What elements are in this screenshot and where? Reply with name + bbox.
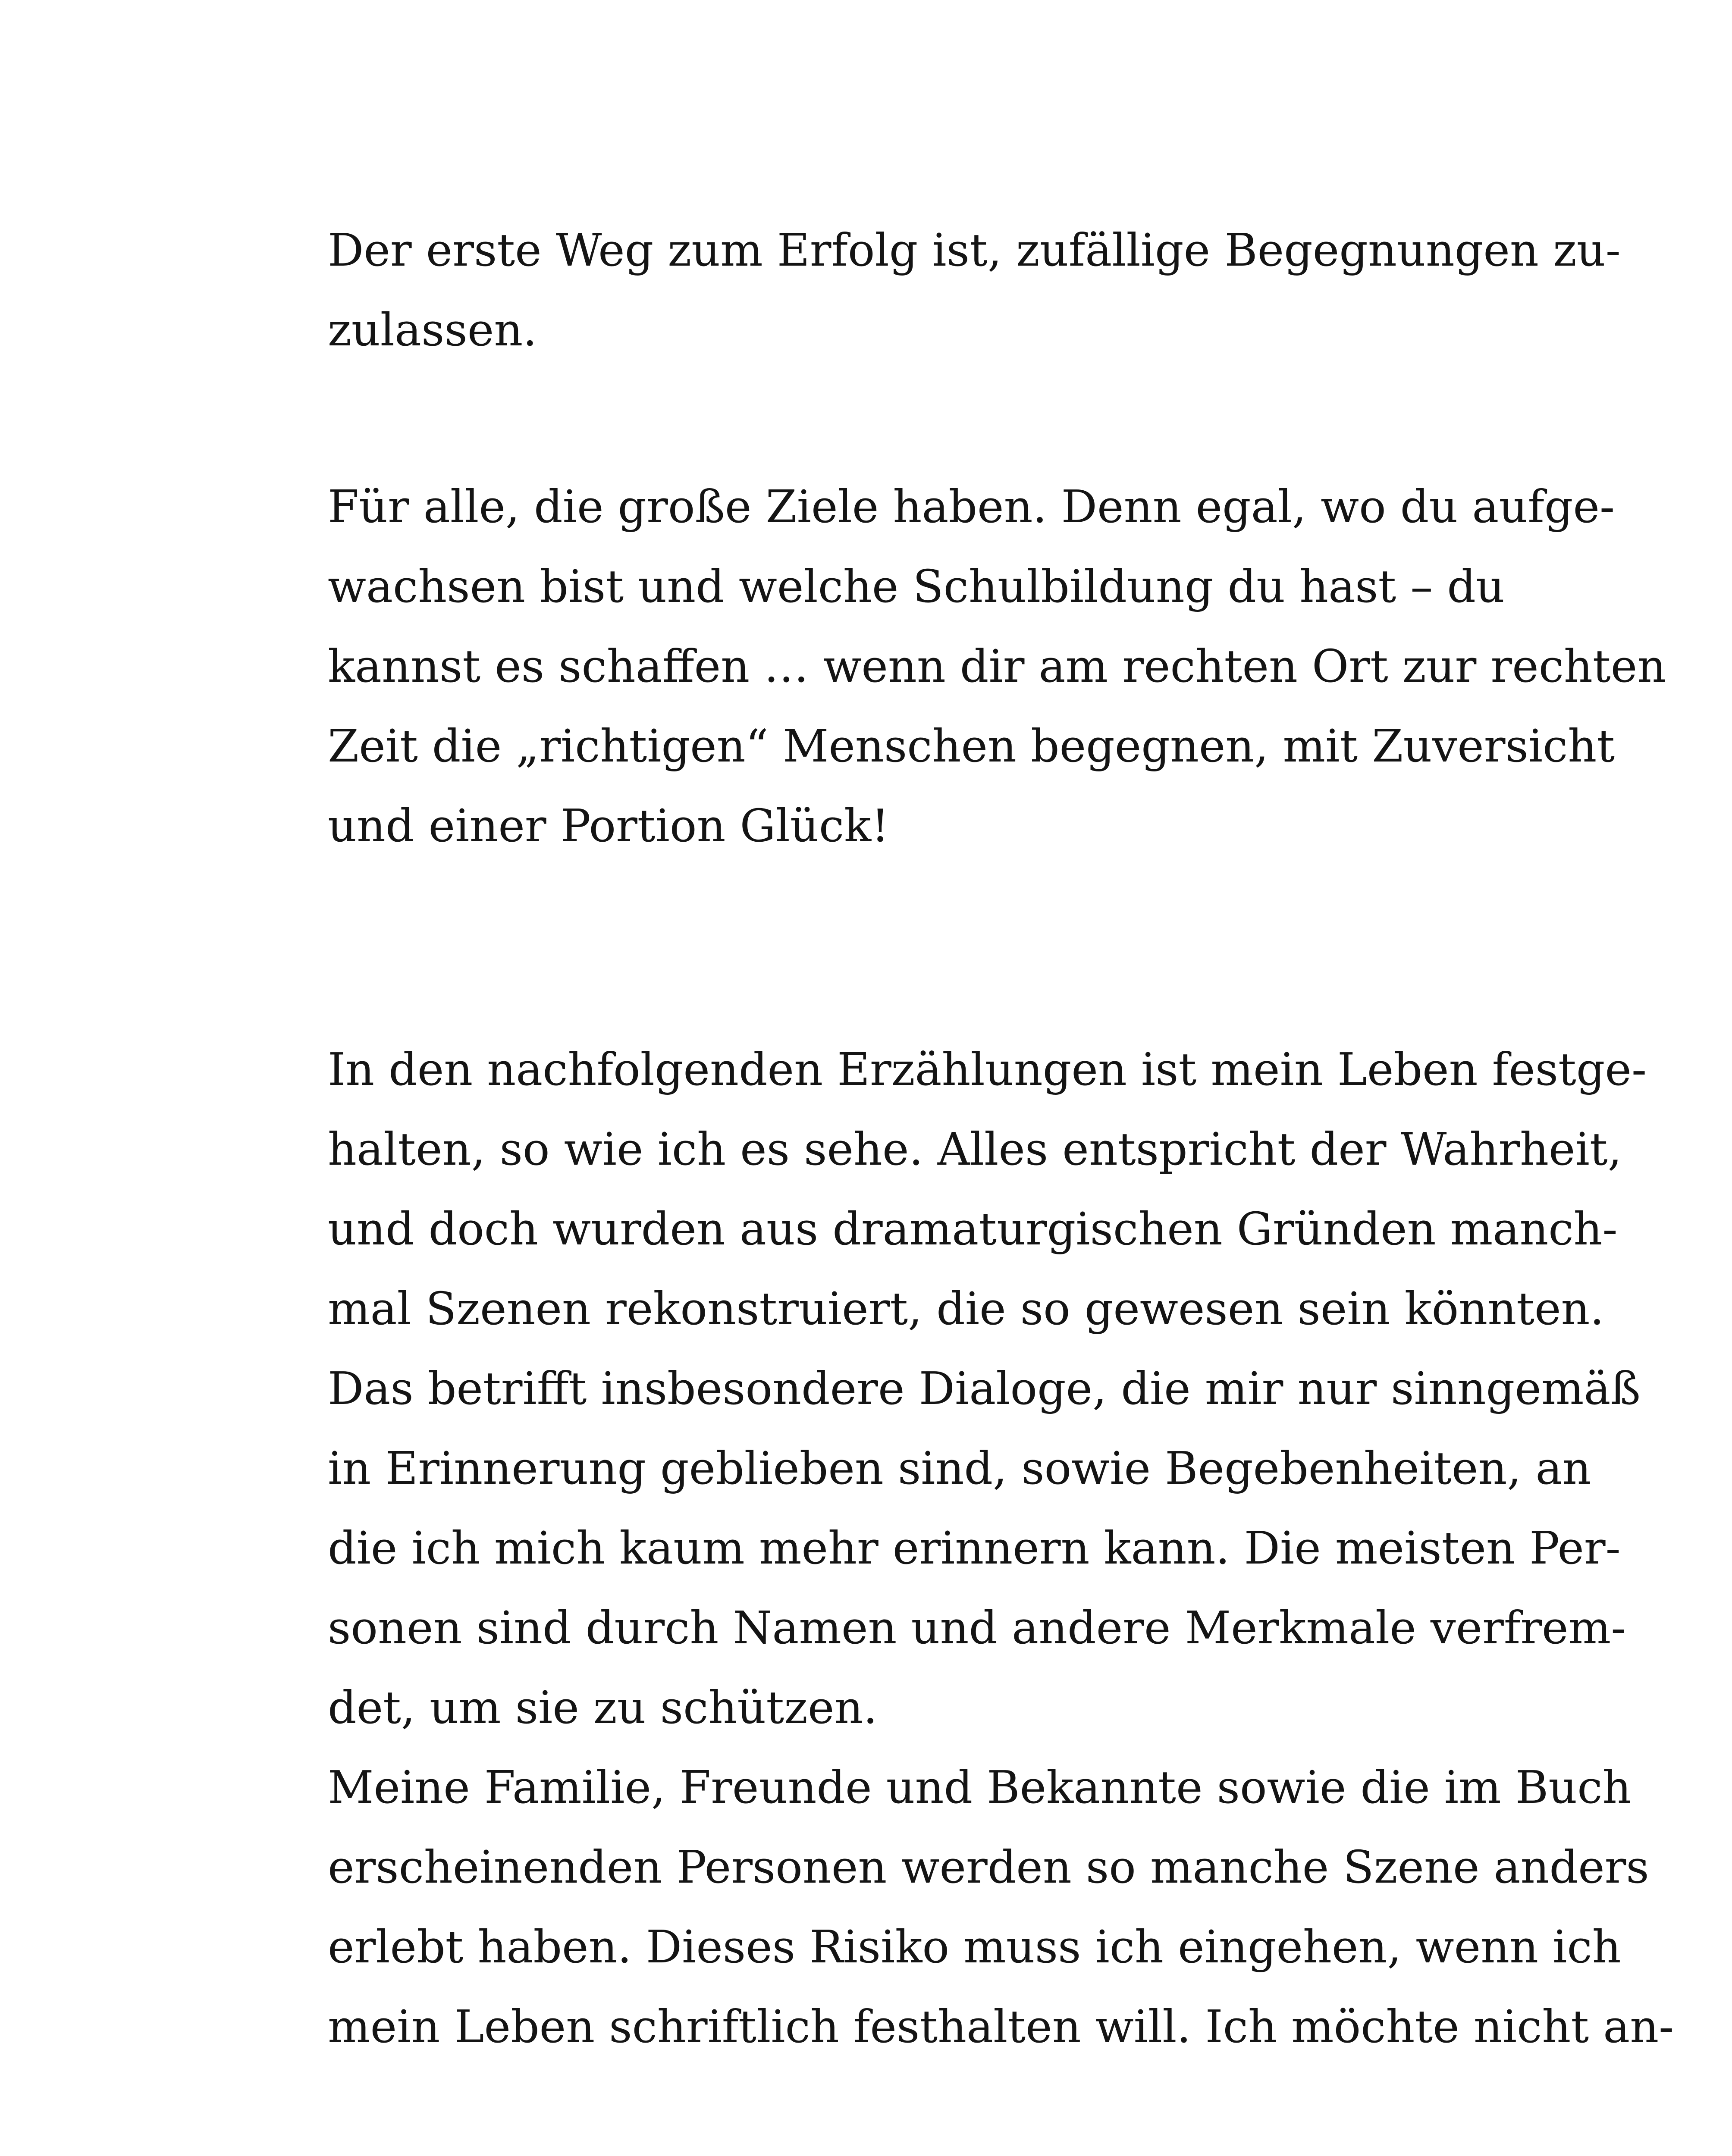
text-line: Der erste Weg zum Erfolg ist, zufällige Begegnungen zu- <box>328 224 1621 276</box>
text-line: kannst es schaffen … wenn dir am rechten Ort zur rechten <box>328 640 1666 693</box>
text-line: Meine Familie, Freunde und Bekannte sowie die im Buch <box>328 1761 1632 1814</box>
text-line: mal Szenen rekonstruiert, die so gewesen sein könnten. <box>328 1282 1604 1335</box>
text-line: Zeit die „richtigen“ Menschen begegnen, mit Zuversicht <box>328 720 1615 772</box>
text-line: sonen sind durch Namen und andere Merkmale verfrem- <box>328 1601 1626 1654</box>
text-line: Das betrifft insbesondere Dialoge, die mir nur sinngemäß <box>328 1362 1641 1415</box>
text-line: halten, so wie ich es sehe. Alles entspricht der Wahrheit, <box>328 1123 1622 1175</box>
text-line: erscheinenden Personen werden so manche Szene anders <box>328 1841 1649 1893</box>
text-line: die ich mich kaum mehr erinnern kann. Die meisten Per- <box>328 1522 1621 1574</box>
text-line: und einer Portion Glück! <box>328 799 889 852</box>
text-line: erlebt haben. Dieses Risiko muss ich eingehen, wenn ich <box>328 1921 1621 1973</box>
text-line: Für alle, die große Ziele haben. Denn egal, wo du aufge- <box>328 480 1615 533</box>
text-line: in Erinnerung geblieben sind, sowie Begebenheiten, an <box>328 1442 1591 1495</box>
text-line: In den nachfolgenden Erzählungen ist mein Leben festge- <box>328 1043 1647 1096</box>
text-line: wachsen bist und welche Schulbildung du hast – du <box>328 560 1505 613</box>
text-line: mein Leben schriftlich festhalten will. Ich möchte nicht an- <box>328 2000 1674 2053</box>
text-line: zulassen. <box>328 304 537 356</box>
text-line: det, um sie zu schützen. <box>328 1681 878 1734</box>
text-line: und doch wurden aus dramaturgischen Gründen manch- <box>328 1203 1618 1255</box>
